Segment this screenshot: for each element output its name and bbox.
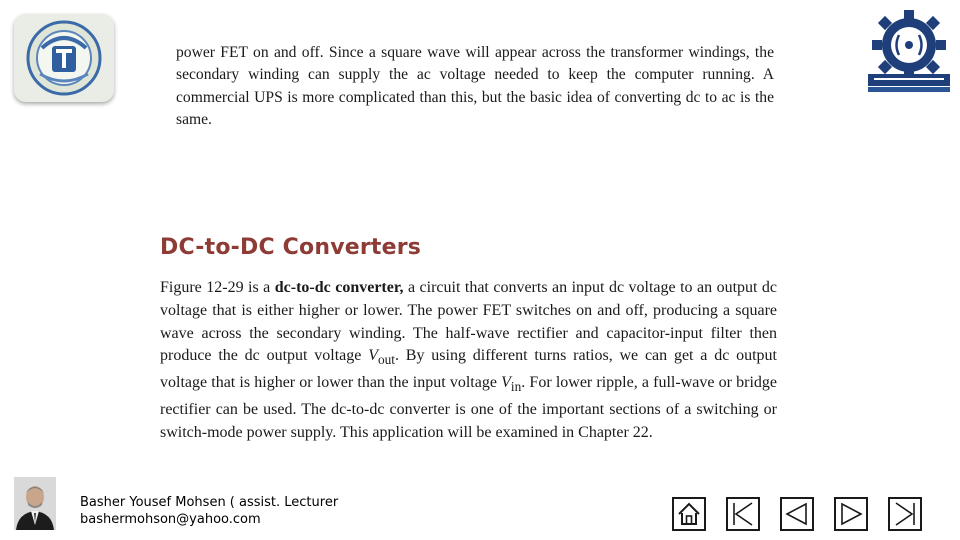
previous-slide-icon (784, 501, 810, 527)
paragraph-text-segment: . For lower ripple, a full-wave or bridge rectifier can be used. The dc-to-dc converter is one of the important sections of a switching or switch-mode power supply. This application will be examined in Chapter 22. (160, 374, 777, 442)
university-emblem-icon (22, 18, 106, 98)
intro-paragraph: power FET on and off. Since a square wave will appear across the transformer windings, the secondary winding can supply the ac voltage needed to keep the computer running. A commercial UPS is more complicated than this, but the basic idea of converting dc to ac is the same. (176, 44, 774, 129)
home-icon (676, 501, 702, 527)
first-slide-button[interactable] (726, 497, 760, 531)
college-logo (866, 8, 952, 94)
vin-subscript: in (510, 379, 522, 395)
next-slide-button[interactable] (834, 497, 868, 531)
previous-slide-button[interactable] (780, 497, 814, 531)
paragraph-text-segment: a circuit that converts an input dc voltage to an output dc voltage that is either higher or lower. The power FET switches on and off, producing a square wave across the secondary winding. The half-wave rectifier and capacitor-input filter then produce the dc output voltage (160, 279, 778, 365)
last-slide-button[interactable] (888, 497, 922, 531)
vout-subscript: out (377, 352, 395, 368)
author-photo (14, 477, 56, 530)
paragraph-text-segment: Figure 12-29 is a (160, 279, 275, 296)
gear-emblem-icon (866, 8, 952, 94)
university-logo (14, 14, 114, 102)
vin-symbol: V (501, 374, 511, 392)
person-portrait-icon (14, 477, 56, 530)
next-slide-icon (838, 501, 864, 527)
home-button[interactable] (672, 497, 706, 531)
author-info (80, 495, 338, 528)
last-slide-icon (892, 501, 918, 527)
highlighted-term: dc-to-dc converter, (274, 279, 404, 296)
paragraph-text-segment: . By using different turns ratios, we can get a dc output voltage that is higher or lower than the input voltage (160, 347, 777, 392)
author-name: Basher Yousef Mohsen ( assist. Lecturer (80, 495, 339, 510)
vout-symbol: V (368, 347, 378, 365)
author-email: bashermohson@yahoo.com (80, 511, 261, 527)
section-heading: DC-to-DC Converters (160, 235, 422, 260)
first-slide-icon (730, 501, 756, 527)
main-paragraph (160, 277, 777, 445)
